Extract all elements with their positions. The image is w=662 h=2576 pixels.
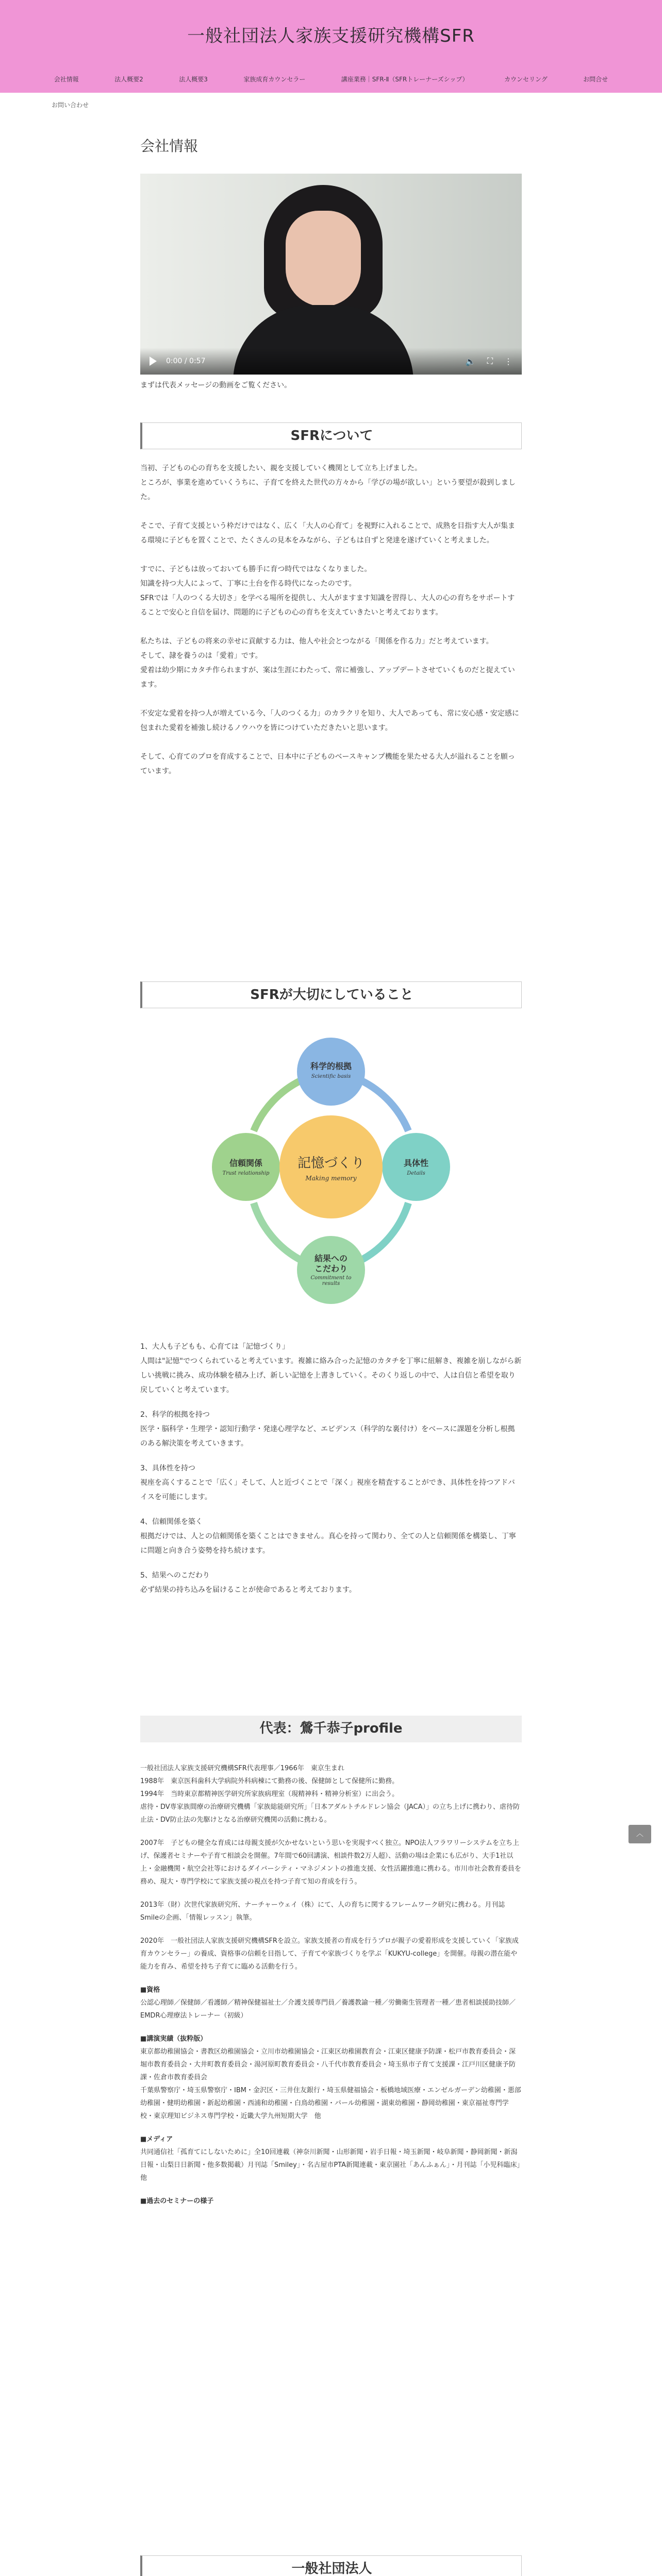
- nav-item-overview-3[interactable]: 法人概要3: [179, 76, 208, 83]
- nav-item-contact[interactable]: お問合せ: [583, 76, 608, 83]
- org-title: 一般社団法人: [140, 2555, 522, 2576]
- nav-item-counseling[interactable]: カウンセリング: [504, 76, 548, 83]
- circle-bottom-label: 結果への こだわり: [314, 1253, 347, 1274]
- media-heading: ■メディア: [140, 2136, 173, 2143]
- profile-paragraph: 2020年 一般社団法人家族支援研究機構SFRを設立。家族支援者の育成を行うプロが親子の愛着形成を支援していく「家族成育カウンセラー」の養成、資格事の信頼を目指して、子育てや家族づくりを学ぶ「KUKYU-college」を開催。母親の潜在能や能力を育み、希望を持ち子育てに臨める活動を行う。: [140, 1937, 519, 1971]
- values-list: [140, 1340, 522, 1607]
- circle-bottom-sub: Commitment to results: [310, 1275, 352, 1286]
- more-icon[interactable]: ⋮: [504, 356, 512, 366]
- values-item: 3、具体性を持つ 視座を高くすることで「広く」そして、人と近づくことで「深く」視座を精査することができ、具体性を持つアドバイスを可能にします。: [140, 1464, 515, 1501]
- arc-right-bottom: [362, 1203, 408, 1260]
- circle-left-sub: Trust relationship: [222, 1171, 270, 1176]
- nav-item-company[interactable]: 会社情報: [54, 76, 79, 83]
- nav-item-overview-2[interactable]: 法人概要2: [114, 76, 143, 83]
- sfr-about-title: SFRについて: [140, 422, 522, 449]
- circle-left-label: 信頼関係: [229, 1158, 262, 1168]
- about-paragraph: すでに、子どもは放っておいても勝手に育つ時代ではなくなりました。 知識を持つ大人によって、丁寧に土台を作る時代になったのです。 SFRでは「人のつくる大切さ」を学べる場所を提供し、大人がますます知識を習得し、大人の心の育ちをサポートすることで安心と自信を届け、問題的に子どもの心の育ちを支えていきたいと考えております。: [140, 565, 515, 617]
- seminar-heading: ■過去のセミナーの様子: [140, 2197, 214, 2205]
- circle-right-label: 具体性: [403, 1158, 428, 1168]
- about-paragraph: 私たちは、子どもの将来の幸せに貢献する力は、他人や社会とつながる「関係を作る力」だと考えています。 そして、隷を養うのは「愛着」です。 愛着は幼少期にカタチ作られますが、案は生涯にわたって、常に補強し、アップデートさせていくものだと捉えています。: [140, 637, 515, 689]
- arc-left-top: [254, 1080, 301, 1131]
- circle-center-sub: Making memory: [305, 1175, 357, 1182]
- page-title: 会社情報: [140, 138, 198, 155]
- circle-center-label: 記憶づくり: [297, 1156, 365, 1171]
- volume-icon[interactable]: 🔈: [465, 356, 476, 366]
- about-paragraph: そして、心育てのプロを育成することで、日本中に子どものベースキャンプ機能を果たせる大人が溢れることを願っています。: [140, 753, 515, 775]
- values-item: 2、科学的根拠を持つ 医学・脳科学・生理学・認知行動学・発達心理学など、エビデンス（科学的な裏付け）をベースに課題を分析し根拠のある解決策を考えていきます。: [140, 1411, 515, 1448]
- about-paragraph: 当初、子どもの心の育ちを支援したい、親を支援していく機関として立ち上げました。 ところが、事業を進めていくうちに、子育てを終えた世代の方々から「学びの場が欲しい」という要望が殺到しました。: [140, 464, 516, 501]
- site-title[interactable]: 一般社団法人家族支援研究機構SFR: [187, 26, 475, 46]
- lectures-text: 東京都幼稚園協会・書教区幼稚園協会・立川市幼稚園協会・江東区幼稚園教育会・江東区健康予防課・松戸市教育委員会・深堀市教育委員会・大井町教育委員会・湯河原町教育委員会・八千代市教育委員会・埼玉県市子育て支援課・江戸川区健康予防課・佐倉市教育委員会 千葉県警察庁・埼玉県警察庁・IBM・金沢区・三井住友銀行・埼玉県健福協会・板橋地域医療・エンゼルガーデン幼稚園・悪部幼稚園・健明幼稚園・新起幼稚園・西浦和幼稚園・白鳥幼稚園・パール幼稚園・湖東幼稚園・静岡幼稚園・東京福祉専門学校・東京理知ビジネス専門学校・近畿大学九州短期大学 他: [140, 2048, 521, 2120]
- values-item: 5、結果へのこだわり 必ず結果の持ち込みを届けることが使命であると考えております。: [140, 1571, 356, 1594]
- video-person-face: [286, 211, 361, 307]
- arc-top-right: [361, 1080, 408, 1131]
- fullscreen-icon[interactable]: ⛶: [487, 356, 493, 366]
- profile-paragraph: 2007年 子どもの健全な育成には母親支援が欠かせないという思いを実現すべく独立。NPO法人フラワリーシステムを立ち上げ、保護者セミナーや子育て相談会を開催。7年間で60回講演、相談件数2万人超）、活動の場は企業にも広がり、大手1社以上・金融機関・航空会社等におけるダイバーシティ・マネジメントの推進支援、女性活躍推進に携わる。市川市社会教育委員を務め、現大・専門学校にて家族支援の視点を持つ子育て知の育成を行う。: [140, 1839, 521, 1886]
- circle-top-sub: Scientific basis: [311, 1074, 351, 1079]
- arc-bottom-left: [254, 1203, 300, 1260]
- main-nav: [0, 72, 662, 87]
- profile-title: 代表：鶯千恭子profile: [140, 1716, 522, 1742]
- chevron-up-icon[interactable]: ︿: [628, 1825, 651, 1843]
- sfr-about-text: [140, 461, 522, 793]
- values-title: SFRが大切にしていること: [140, 981, 522, 1008]
- values-item: 4、信頼関係を築く 根拠だけでは、人との信頼関係を築くことはできません。真心を持って関わり、全ての人と信頼関係を構築し、丁寧に問題と向き合う姿勢を持ち続けます。: [140, 1518, 516, 1555]
- qualifications-text: 公認心理師／保健師／看護師／精神保健福祉士／介護支援専門員／養護教諭一種／労働衛生管理者一種／患者相談援助技師／EMDR心理療法トレーナー（初級）: [140, 1999, 516, 2020]
- profile-paragraph: 2013年（財）次世代家族研究所、ナーチャーウェイ（株）にて、人の育ちに関するフレームワーク研究に携わる。月刊誌Smileの企画、「情報レッスン」執筆。: [140, 1901, 505, 1922]
- nav-item-course[interactable]: 講座業務｜SFR-Ⅱ（SFRトレーナーズシップ）: [341, 76, 469, 83]
- about-paragraph: 不安定な愛着を持つ人が増えている今、「人のつくる力」のカラクリを知り、大人であっても、常に安心感・安定感に包まれた愛着を補強し続けるノウハウを皆につけていただきたいと思います。: [140, 709, 519, 732]
- lectures-heading: ■講演実績（抜粋版）: [140, 2035, 207, 2043]
- profile-paragraph: 一般社団法人家族支援研究機構SFR代表理事／1966年 東京生まれ 1988年 東京医科歯科大学病院外科病棟にて勤務の後、保健師として保健所に勤務。 1994年 当時東京都精神医学研究所家族病理室（現精神科・精神分析室）に出会う。 虐待・DV専家族間療の治療研究機構「家族総能研究所」「日本アダルトチルドレン協会（JACA）」の立ち上げに携わり、虐待防止法・DV防止法の先駆けとなる治療研究機関の活動に携わる。: [140, 1765, 520, 1824]
- site-header: [0, 0, 662, 93]
- video-time: 0:00 / 0:57: [166, 357, 206, 365]
- video-controls: [140, 348, 522, 375]
- values-item: 1、大人も子どもも、心育ては「記憶づくり」 人間は"記憶"でつくられていると考えています。複雑に絡み合った記憶のカタチを丁寧に紐解き、複雑を崩しながら新しい挑戦に挑み、成功体験を積み上げ、新しい記憶を上書きしていく。そのくり返しの中で、人は自信と希望を取り戻していくと考えています。: [140, 1343, 522, 1394]
- video-player[interactable]: [140, 174, 522, 375]
- profile-text: [140, 1762, 522, 2208]
- qualifications-heading: ■資格: [140, 1986, 160, 1994]
- media-text: 共同通信社「孤育てにしないために」全10回連載（神奈川新聞・山形新聞・岩手日報・埼玉新聞・岐阜新聞・静岡新聞・新潟日報・山梨日日新聞・他多数掲載）月刊誌「Smiley」・名古屋市PTA新聞連載・東京園社「あんふぁん」・月刊誌「小児科臨床」他: [140, 2148, 520, 2182]
- video-caption: まずは代表メッセージの動画をご覧ください。: [140, 381, 292, 389]
- breadcrumb[interactable]: お問い合わせ: [52, 101, 89, 109]
- play-icon[interactable]: [150, 357, 157, 366]
- circle-top-label: 科学的根拠: [310, 1061, 352, 1071]
- nav-item-counselor[interactable]: 家族成育カウンセラー: [243, 76, 306, 83]
- about-paragraph: そこで、子育て支援という枠だけではなく、広く「大人の心育て」を視野に入れることで、成熟を目指す大人が集まる環境に子どもを置くことで、たくさんの見本をみながら、子どもは自ずと発達を遂げていくと考えました。: [140, 522, 516, 545]
- values-diagram: [207, 1033, 455, 1321]
- circle-right-sub: Details: [407, 1171, 425, 1176]
